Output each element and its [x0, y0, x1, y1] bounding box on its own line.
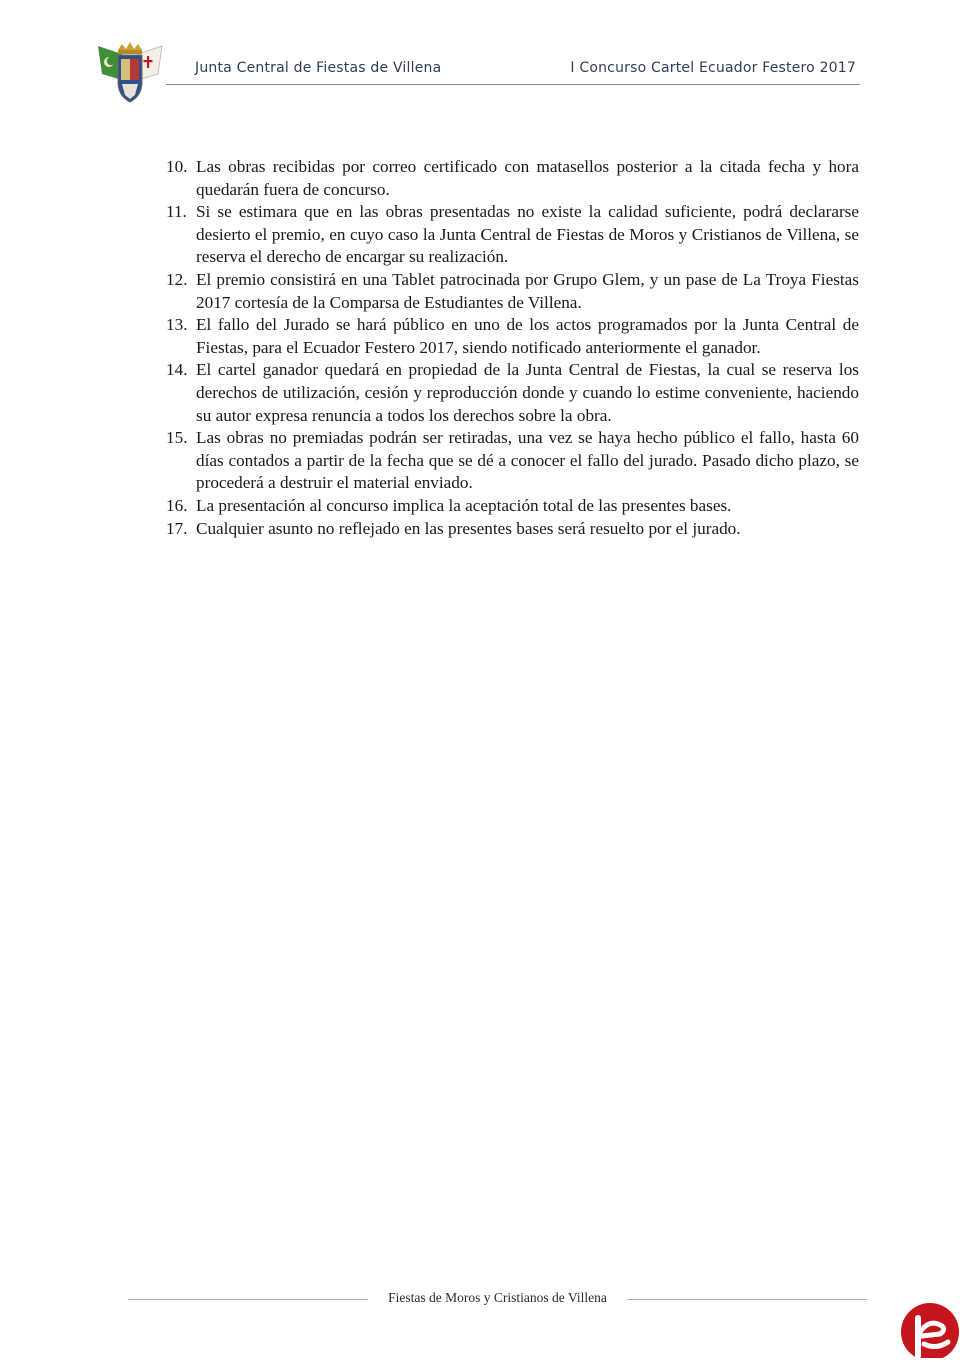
- header-divider: [166, 84, 860, 85]
- list-item: [166, 314, 859, 359]
- list-item: [166, 156, 859, 201]
- rules-list: [166, 156, 859, 540]
- list-item: [166, 201, 859, 269]
- item-text: Si se estimara que en las obras presentadas no existe la calidad suficiente, podrá declararse desierto el premio, en cuyo caso la Junta Central de Fiestas de Moros y Cristianos de Villena, se reserva el derecho de encargar su realización.: [196, 202, 859, 267]
- item-text: Las obras no premiadas podrán ser retiradas, una vez se haya hecho público el fallo, hasta 60 días contados a partir de la fecha que se dé a conocer el fallo del jurado. Pasado dicho plazo, se procederá a destruir el material enviado.: [196, 428, 859, 493]
- footer-divider-right: [627, 1299, 867, 1300]
- item-text: El cartel ganador quedará en propiedad de la Junta Central de Fiestas, la cual se reserva los derechos de utilización, cesión y reproducción donde y cuando lo estime conveniente, haciendo su autor expresa renuncia a todos los derechos sobre la obra.: [196, 360, 859, 425]
- header-organization-title: Junta Central de Fiestas de Villena: [195, 60, 442, 76]
- footer-title: Fiestas de Moros y Cristianos de Villena: [388, 1290, 607, 1305]
- list-item: [166, 518, 859, 541]
- list-item: [166, 495, 859, 518]
- list-item: [166, 359, 859, 427]
- item-number: 15.: [166, 428, 188, 448]
- item-number: 11.: [166, 202, 187, 222]
- coat-of-arms-icon: [92, 40, 168, 104]
- list-item: [166, 427, 859, 495]
- festival-logo-icon: [896, 1298, 960, 1358]
- item-number: 16.: [166, 495, 188, 515]
- item-text: Las obras recibidas por correo certificado con matasellos posterior a la citada fecha y hora quedarán fuera de concurso.: [196, 157, 859, 199]
- item-number: 13.: [166, 315, 188, 335]
- item-text: La presentación al concurso implica la aceptación total de las presentes bases.: [196, 495, 732, 515]
- item-number: 10.: [166, 157, 188, 176]
- item-number: 17.: [166, 518, 188, 538]
- list-item: [166, 269, 859, 314]
- item-text: El fallo del Jurado se hará público en uno de los actos programados por la Junta Central de Fiestas, para el Ecuador Festero 2017, siendo notificado anteriormente el ganador.: [196, 315, 859, 357]
- item-text: El premio consistirá en una Tablet patrocinada por Grupo Glem, y un pase de La Troya Fiestas 2017 cortesía de la Comparsa de Estudiantes de Villena.: [196, 269, 859, 312]
- item-number: 14.: [166, 360, 188, 380]
- footer-divider-left: [128, 1299, 368, 1300]
- header-document-title: I Concurso Cartel Ecuador Festero 2017: [570, 60, 856, 76]
- item-text: Cualquier asunto no reflejado en las presentes bases será resuelto por el jurado.: [196, 518, 741, 538]
- item-number: 12.: [166, 269, 188, 289]
